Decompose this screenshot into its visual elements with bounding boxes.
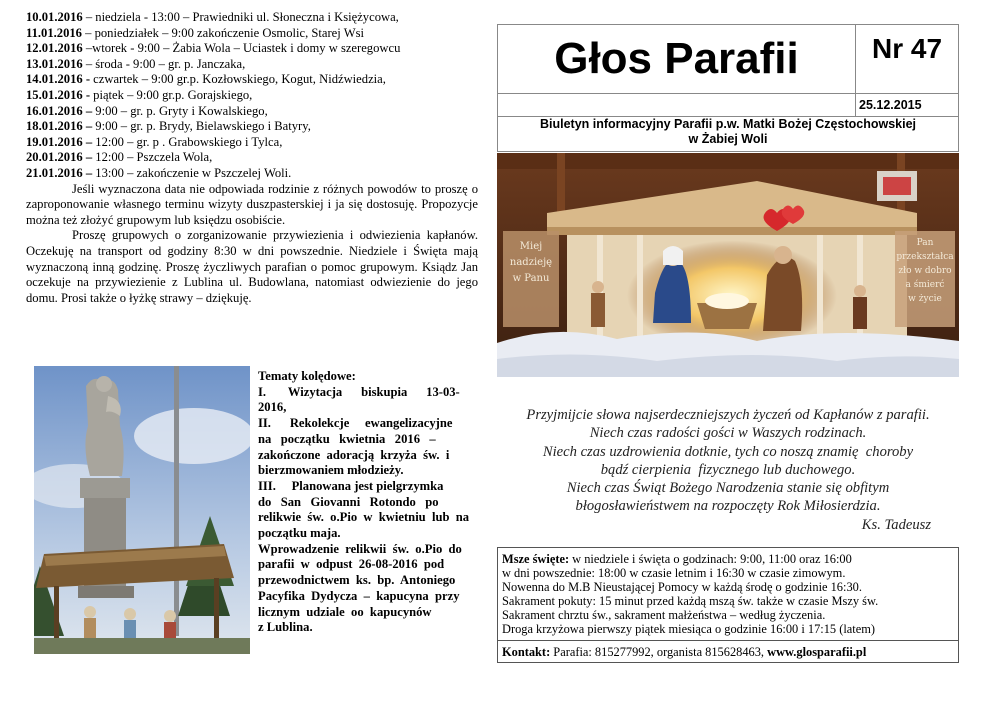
schedule-line: 20.01.2016 – 12:00 – Pszczela Wola,: [26, 150, 213, 165]
subtitle-line: w Żabiej Woli: [688, 132, 768, 146]
greeting-signature: Ks. Tadeusz: [861, 516, 931, 533]
masses-label: Msze święte:: [502, 552, 570, 566]
schedule-line: 10.01.2016 – niedziela - 13:00 – Prawiedniki ul. Słoneczna i Księżycowa,: [26, 10, 399, 24]
subtitle-line: Biuletyn informacyjny Parafii p.w. Matki Bożej Częstochowskiej: [539, 117, 917, 131]
masthead: [497, 24, 959, 152]
themes-line: III. Planowana jest pielgrzymka: [258, 478, 444, 493]
themes-line: 2016,: [258, 400, 287, 415]
greeting-line: bądź cierpienia fizycznego lub duchowego.: [600, 461, 856, 478]
paragraph-transport: Proszę grupowych o zorganizowanie przywiezienia i odwiezienia kapłanów. Oczekuję na transport od godziny 8:30 w dni powszednie. Niedziele i Święta mają wyznaczoną inną godzinę. Proszę życzliwych parafian o pomoc grupowym. Ksiądz Jan oczekuje na przywiezienie z Lublina ul. Budowlana, natomiast odwiezienie do jego domu. Prosi także o łyżkę strawy – dziękuję.: [26, 228, 478, 305]
banner-right-line: przekształca: [896, 252, 954, 262]
themes-line: Pacyfika Dydycza – kapucyna przy: [258, 588, 460, 603]
info-line: w dni powszednie: 18:00 w czasie letnim i 16:30 w czasie zimowym.: [502, 565, 846, 580]
themes-line: na początku kwietnia 2016 –: [258, 431, 436, 446]
website-link[interactable]: www.glosparafii.pl: [767, 645, 867, 659]
issue-number: Nr 47: [871, 33, 943, 64]
paragraph-date-change: Jeśli wyznaczona data nie odpowiada rodzinie z różnych powodów to proszę o zaproponowanie własnego terminu wizyty duszpasterskiej i ja się dostosuję. Propozycje można też złożyć grupowym lub księdzu osobiście.: [26, 181, 478, 227]
banner-left-line: Miej: [519, 241, 543, 252]
nativity-photo: [497, 153, 959, 377]
banner-left-line: nadzieję: [509, 257, 553, 268]
greeting-line: błogosławieństwem na rozpoczęty Rok Miłosierdzia.: [575, 498, 881, 515]
info-line: Droga krzyżowa pierwszy piątek miesiąca o godzinie 16:00 i 17:15 (latem): [502, 621, 875, 636]
schedule-line: 16.01.2016 – 9:00 – gr. p. Gryty i Kowalskiego,: [26, 103, 268, 118]
themes-line: II. Rekolekcje ewangelizacyjne: [258, 416, 453, 431]
themes-line: I. Wizytacja biskupia 13-03-: [258, 384, 460, 399]
themes-line: do San Giovanni Rotondo po: [258, 494, 439, 509]
christmas-greeting: [497, 406, 959, 534]
newsletter-title: Głos Parafii: [498, 25, 856, 93]
themes-line: początku maja.: [258, 526, 341, 541]
contact-phones: Parafia: 815277992, organista 815628463,: [550, 645, 768, 659]
newsletter-subtitle: [498, 117, 958, 147]
contact-label: Kontakt:: [502, 645, 551, 659]
banner-right-line: a śmierć: [905, 280, 945, 290]
schedule-line: 19.01.2016 – 12:00 – gr. p . Grabowskiego i Tylca,: [26, 134, 283, 149]
themes-line: z Lublina.: [258, 620, 313, 635]
contact-line: [498, 640, 958, 660]
parish-info-box: [497, 547, 959, 663]
visit-schedule: [26, 10, 478, 306]
masses-line: Msze święte: w niedziele i święta o godzinach: 9:00, 11:00 oraz 16:00: [502, 552, 852, 566]
greeting-line: Niech czas Świąt Bożego Narodzenia stanie się obfitym: [566, 480, 890, 497]
banner-left-line: w Panu: [512, 273, 550, 284]
themes-heading: Tematy kolędowe:: [258, 369, 356, 383]
schedule-line: 14.01.2016 - czwartek – 9:00 gr.p. Kozłowskiego, Kogut, Nidźwiedzia,: [26, 72, 386, 87]
themes-line: przewodnictwem ks. bp. Antoniego: [258, 573, 456, 588]
greeting-line: Niech czas uzdrowienia dotknie, tych co noszą znamię choroby: [542, 443, 914, 460]
themes-line: parafii w odpust 26-08-2016 pod: [258, 557, 445, 572]
schedule-line: 13.01.2016 – środa - 9:00 – gr. p. Janczaka,: [26, 56, 246, 71]
themes-line: Wprowadzenie relikwii św. o.Pio do: [258, 541, 462, 556]
banner-right-line: Pan: [916, 238, 934, 248]
greeting-line: Przyjmijcie słowa najserdeczniejszych życzeń od Kapłanów z parafii.: [526, 407, 930, 423]
themes-line: licznym udziale oo kapucynów: [258, 604, 432, 619]
schedule-line: 12.01.2016 –wtorek - 9:00 – Żabia Wola – Uciastek i domy w szeregowcu: [26, 41, 401, 56]
masthead-date-row: [498, 93, 958, 117]
themes-line: zakończone adoracją krzyża św. i: [258, 447, 450, 462]
info-line: Sakrament chrztu św., sakrament małżeństwa – według życzenia.: [502, 607, 826, 622]
greeting-line: Niech czas radości gości w Waszych rodzinach.: [589, 425, 867, 442]
statue-photo: [34, 366, 250, 654]
themes-line: bierzmowaniem młodzieży.: [258, 463, 404, 478]
schedule-line: 11.01.2016 – poniedziałek – 9:00 zakończenie Osmolic, Starej Wsi: [26, 25, 364, 40]
themes-section: [258, 369, 490, 636]
info-line: Nowenna do M.B Nieustającej Pomocy w każdą środę o godzinie 16:30.: [502, 579, 862, 594]
schedule-line: 15.01.2016 - piątek – 9:00 gr.p. Gorajskiego,: [26, 87, 253, 102]
issue-date: 25.12.2015: [859, 98, 922, 112]
mass-times: [502, 553, 954, 636]
themes-line: relikwie św. o.Pio w kwietniu lub na: [258, 510, 470, 525]
banner-right-line: w życie: [908, 294, 942, 304]
statue-illustration: [34, 366, 250, 654]
schedule-line: 21.01.2016 – 13:00 – zakończenie w Pszczelej Woli.: [26, 165, 292, 180]
schedule-line: 18.01.2016 – 9:00 – gr. p. Brydy, Bielawskiego i Batyry,: [26, 119, 311, 134]
masthead-date-spacer: [498, 94, 856, 116]
info-line: Sakrament pokuty: 15 minut przed każdą mszą św. także w czasie Mszy św.: [502, 593, 879, 608]
banner-right-line: zło w dobro: [898, 266, 952, 276]
nativity-illustration: [497, 153, 959, 377]
